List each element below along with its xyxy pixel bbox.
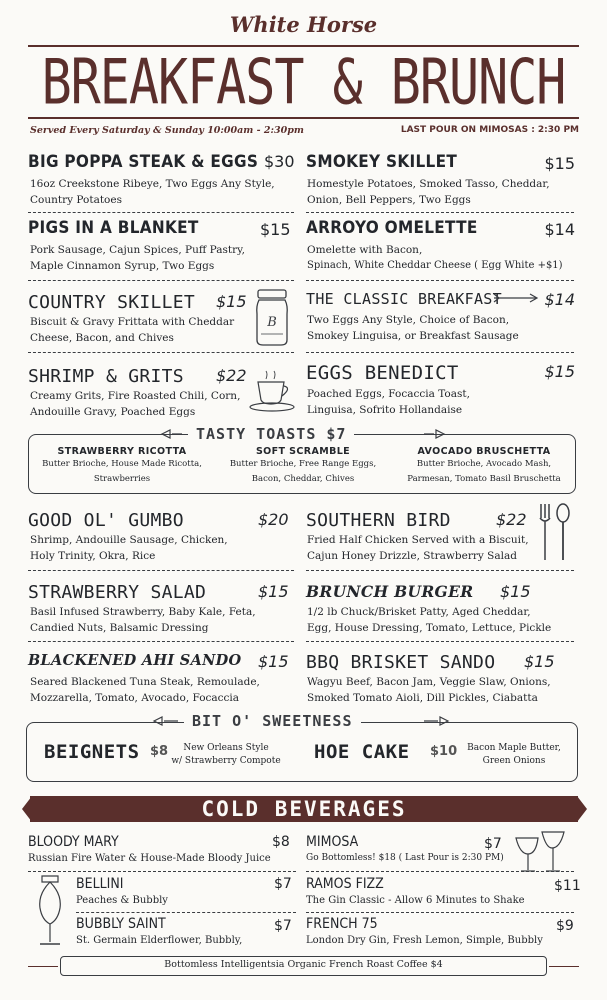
item-desc: Basil Infused Strawberry, Baby Kale, Feta, Candied Nuts, Balsamic Dressing: [30, 606, 256, 634]
item-name: ARROYO OMELETTE: [306, 218, 478, 238]
item-price: $22: [216, 366, 247, 385]
toast-strawberry-ricotta: [36, 446, 208, 487]
item-name: SOUTHERN BIRD: [306, 510, 451, 531]
item-name: THE CLASSIC BREAKFAST: [306, 290, 502, 308]
hoe-cake-desc: [460, 742, 568, 768]
hoe-cake-desc-line-2: Green Onions: [482, 756, 546, 766]
divider: [306, 570, 574, 571]
item-name: SMOKEY SKILLET: [306, 152, 458, 172]
bev-name: RAMOS FIZZ: [306, 876, 384, 892]
bev-desc: London Dry Gin, Fresh Lemon, Simple, Bubbly: [306, 935, 543, 946]
banner-right-notch-icon: [577, 796, 587, 822]
divider: [76, 912, 296, 913]
hoe-cake-name: HOE CAKE: [314, 741, 410, 763]
divider: [28, 352, 294, 353]
item-name: SHRIMP & GRITS: [28, 366, 184, 387]
toast-name: STRAWBERRY RICOTTA: [57, 446, 187, 457]
item-name: PIGS IN A BLANKET: [28, 218, 199, 238]
item-desc: Fried Half Chicken Served with a Biscuit, Cajun Honey Drizzle, Strawberry Salad: [307, 534, 529, 562]
item-name: COUNTRY SKILLET: [28, 292, 196, 313]
divider: [306, 212, 574, 213]
bev-name: MIMOSA: [306, 834, 359, 850]
coffee-footer-text: Bottomless Intelligentsia Organic French Roast Coffee $4: [164, 959, 443, 970]
item-desc: Shrimp, Andouille Sausage, Chicken, Holy Trinity, Okra, Rice: [30, 534, 228, 562]
divider: [28, 280, 294, 281]
champagne-glasses-icon: [510, 828, 568, 874]
ornament-right-icon: [422, 428, 446, 440]
item-name: BLACKENED AHI SANDO: [28, 652, 242, 669]
item-desc: 16oz Creekstone Ribeye, Two Eggs Any Style, Country Potatoes: [30, 178, 275, 206]
arrow-icon: [492, 292, 540, 304]
item-price: $15: [258, 652, 289, 671]
bev-name: BUBBLY SAINT: [76, 916, 166, 932]
cold-beverages-title: COLD BEVERAGES: [201, 797, 407, 821]
tasty-toasts-title: TASTY TOASTS $7: [188, 425, 354, 443]
bev-desc: Peaches & Bubbly: [76, 895, 168, 906]
item-price: $20: [258, 510, 289, 529]
bev-desc: Go Bottomless! $18 ( Last Pour is 2:30 PM): [306, 853, 504, 863]
menu-title: BREAKFAST & BRUNCH: [41, 46, 566, 119]
beignets-name: BEIGNETS: [44, 741, 140, 763]
hoe-cake-desc-line-1: Bacon Maple Butter,: [467, 743, 561, 753]
item-name: BRUNCH BURGER: [306, 582, 474, 601]
item-price: $30: [264, 152, 295, 171]
item-desc-line-1: Omelette with Bacon,: [307, 244, 423, 256]
item-desc: Pork Sausage, Cajun Spices, Puff Pastry, Maple Cinnamon Syrup, Two Eggs: [30, 244, 245, 272]
item-desc: Seared Blackened Tuna Steak, Remoulade, Mozzarella, Tomato, Avocado, Focaccia: [30, 676, 260, 704]
last-pour-note: LAST POUR ON MIMOSAS : 2:30 PM: [400, 125, 579, 135]
toast-desc-line-1: Butter Brioche, Avocado Mash,: [416, 459, 552, 469]
ornament-right-icon: [422, 715, 450, 727]
mason-jar-icon: [254, 288, 290, 348]
item-price: $14: [544, 290, 575, 309]
bev-price: $7: [274, 918, 292, 934]
item-price: $15: [216, 292, 247, 311]
bev-name: BLOODY MARY: [28, 834, 119, 850]
hoe-cake-price: $10: [430, 744, 458, 759]
item-price: $15: [544, 154, 575, 173]
item-desc: Two Eggs Any Style, Choice of Bacon, Smokey Linguisa, or Breakfast Sausage: [307, 314, 519, 342]
item-name: EGGS BENEDICT: [306, 362, 459, 384]
cocktail-shaker-icon: [30, 872, 70, 950]
item-price: $15: [524, 652, 555, 671]
footer-flourish-left: [28, 966, 58, 967]
toast-soft-scramble: [214, 446, 392, 487]
bev-price: $11: [554, 878, 581, 894]
divider: [306, 352, 574, 353]
divider: [28, 212, 294, 213]
toast-desc-line-2: Strawberries: [93, 474, 151, 484]
item-desc: Biscuit & Gravy Frittata with Cheddar Cheese, Bacon, and Chives: [30, 316, 235, 344]
item-name: BBQ BRISKET SANDO: [306, 652, 496, 673]
bev-price: $7: [274, 876, 292, 892]
item-desc-line-2: Spinach, White Cheddar Cheese ( Egg White +$1): [307, 260, 563, 271]
divider: [306, 912, 574, 913]
item-desc: Homestyle Potatoes, Smoked Tasso, Cheddar, Onion, Bell Peppers, Two Eggs: [307, 178, 550, 206]
toast-desc-line-1: Butter Brioche, Free Range Eggs,: [229, 459, 377, 469]
item-name: GOOD OL' GUMBO: [28, 510, 184, 531]
divider: [306, 641, 574, 642]
bev-price: $7: [484, 836, 502, 852]
item-price: $15: [260, 220, 291, 239]
toast-desc-line-2: Bacon, Cheddar, Chives: [251, 474, 355, 484]
header-rule-bottom: [28, 117, 579, 119]
coffee-cup-icon: [248, 370, 298, 412]
bev-price: $9: [556, 918, 574, 934]
beignets-desc: [170, 742, 282, 768]
item-price: $14: [544, 220, 575, 239]
bev-name: BELLINI: [76, 876, 124, 892]
divider: [306, 871, 574, 872]
svg-text:B: B: [267, 315, 277, 330]
divider: [28, 641, 294, 642]
item-price: $22: [496, 510, 527, 529]
sweetness-title: BIT O' SWEETNESS: [184, 712, 361, 730]
venue-name: White Horse: [229, 12, 378, 37]
bev-desc: The Gin Classic - Allow 6 Minutes to Shake: [306, 895, 525, 906]
banner-left-notch-icon: [22, 796, 32, 822]
toast-desc-line-1: Butter Brioche, House Made Ricotta,: [42, 459, 202, 469]
cold-beverages-banner: [30, 796, 578, 822]
ornament-left-icon: [152, 715, 180, 727]
toast-name: AVOCADO BRUSCHETTA: [417, 446, 551, 457]
bev-price: $8: [272, 834, 290, 850]
ornament-left-icon: [160, 428, 184, 440]
item-price: $15: [544, 362, 575, 381]
beignets-desc-line-1: New Orleans Style: [183, 743, 269, 753]
footer-flourish-right: [549, 966, 579, 967]
item-name: STRAWBERRY SALAD: [28, 582, 207, 603]
beignets-price: $8: [150, 744, 169, 759]
item-desc: 1/2 lb Chuck/Brisket Patty, Aged Cheddar, Egg, House Dressing, Tomato, Lettuce, Pickle: [307, 606, 552, 634]
item-desc: Wagyu Beef, Bacon Jam, Veggie Slaw, Onions, Smoked Tomato Aioli, Dill Pickles, Ciabatta: [307, 676, 551, 704]
item-desc: Creamy Grits, Fire Roasted Chili, Corn, Andouille Gravy, Poached Eggs: [30, 390, 241, 418]
bev-desc: Russian Fire Water & House-Made Bloody Juice: [28, 853, 271, 864]
item-desc: Poached Eggs, Focaccia Toast, Linguisa, Sofrito Hollandaise: [307, 388, 470, 416]
item-price: $15: [500, 582, 531, 601]
toast-desc-line-2: Parmesan, Tomato Basil Bruschetta: [407, 474, 561, 484]
fork-spoon-icon: [536, 502, 574, 562]
beignets-desc-line-2: w/ Strawberry Compote: [171, 756, 281, 766]
coffee-footer-box: [60, 956, 547, 976]
item-price: $15: [258, 582, 289, 601]
bev-desc: St. Germain Elderflower, Bubbly,: [76, 935, 243, 946]
bev-name: FRENCH 75: [306, 916, 378, 932]
item-name: BIG POPPA STEAK & EGGS: [28, 152, 259, 172]
served-hours: Served Every Saturday & Sunday 10:00am - 2:30pm: [30, 125, 304, 136]
divider: [28, 570, 294, 571]
toast-avocado-bruschetta: [396, 446, 572, 487]
toast-name: SOFT SCRAMBLE: [255, 446, 351, 457]
divider: [306, 280, 574, 281]
